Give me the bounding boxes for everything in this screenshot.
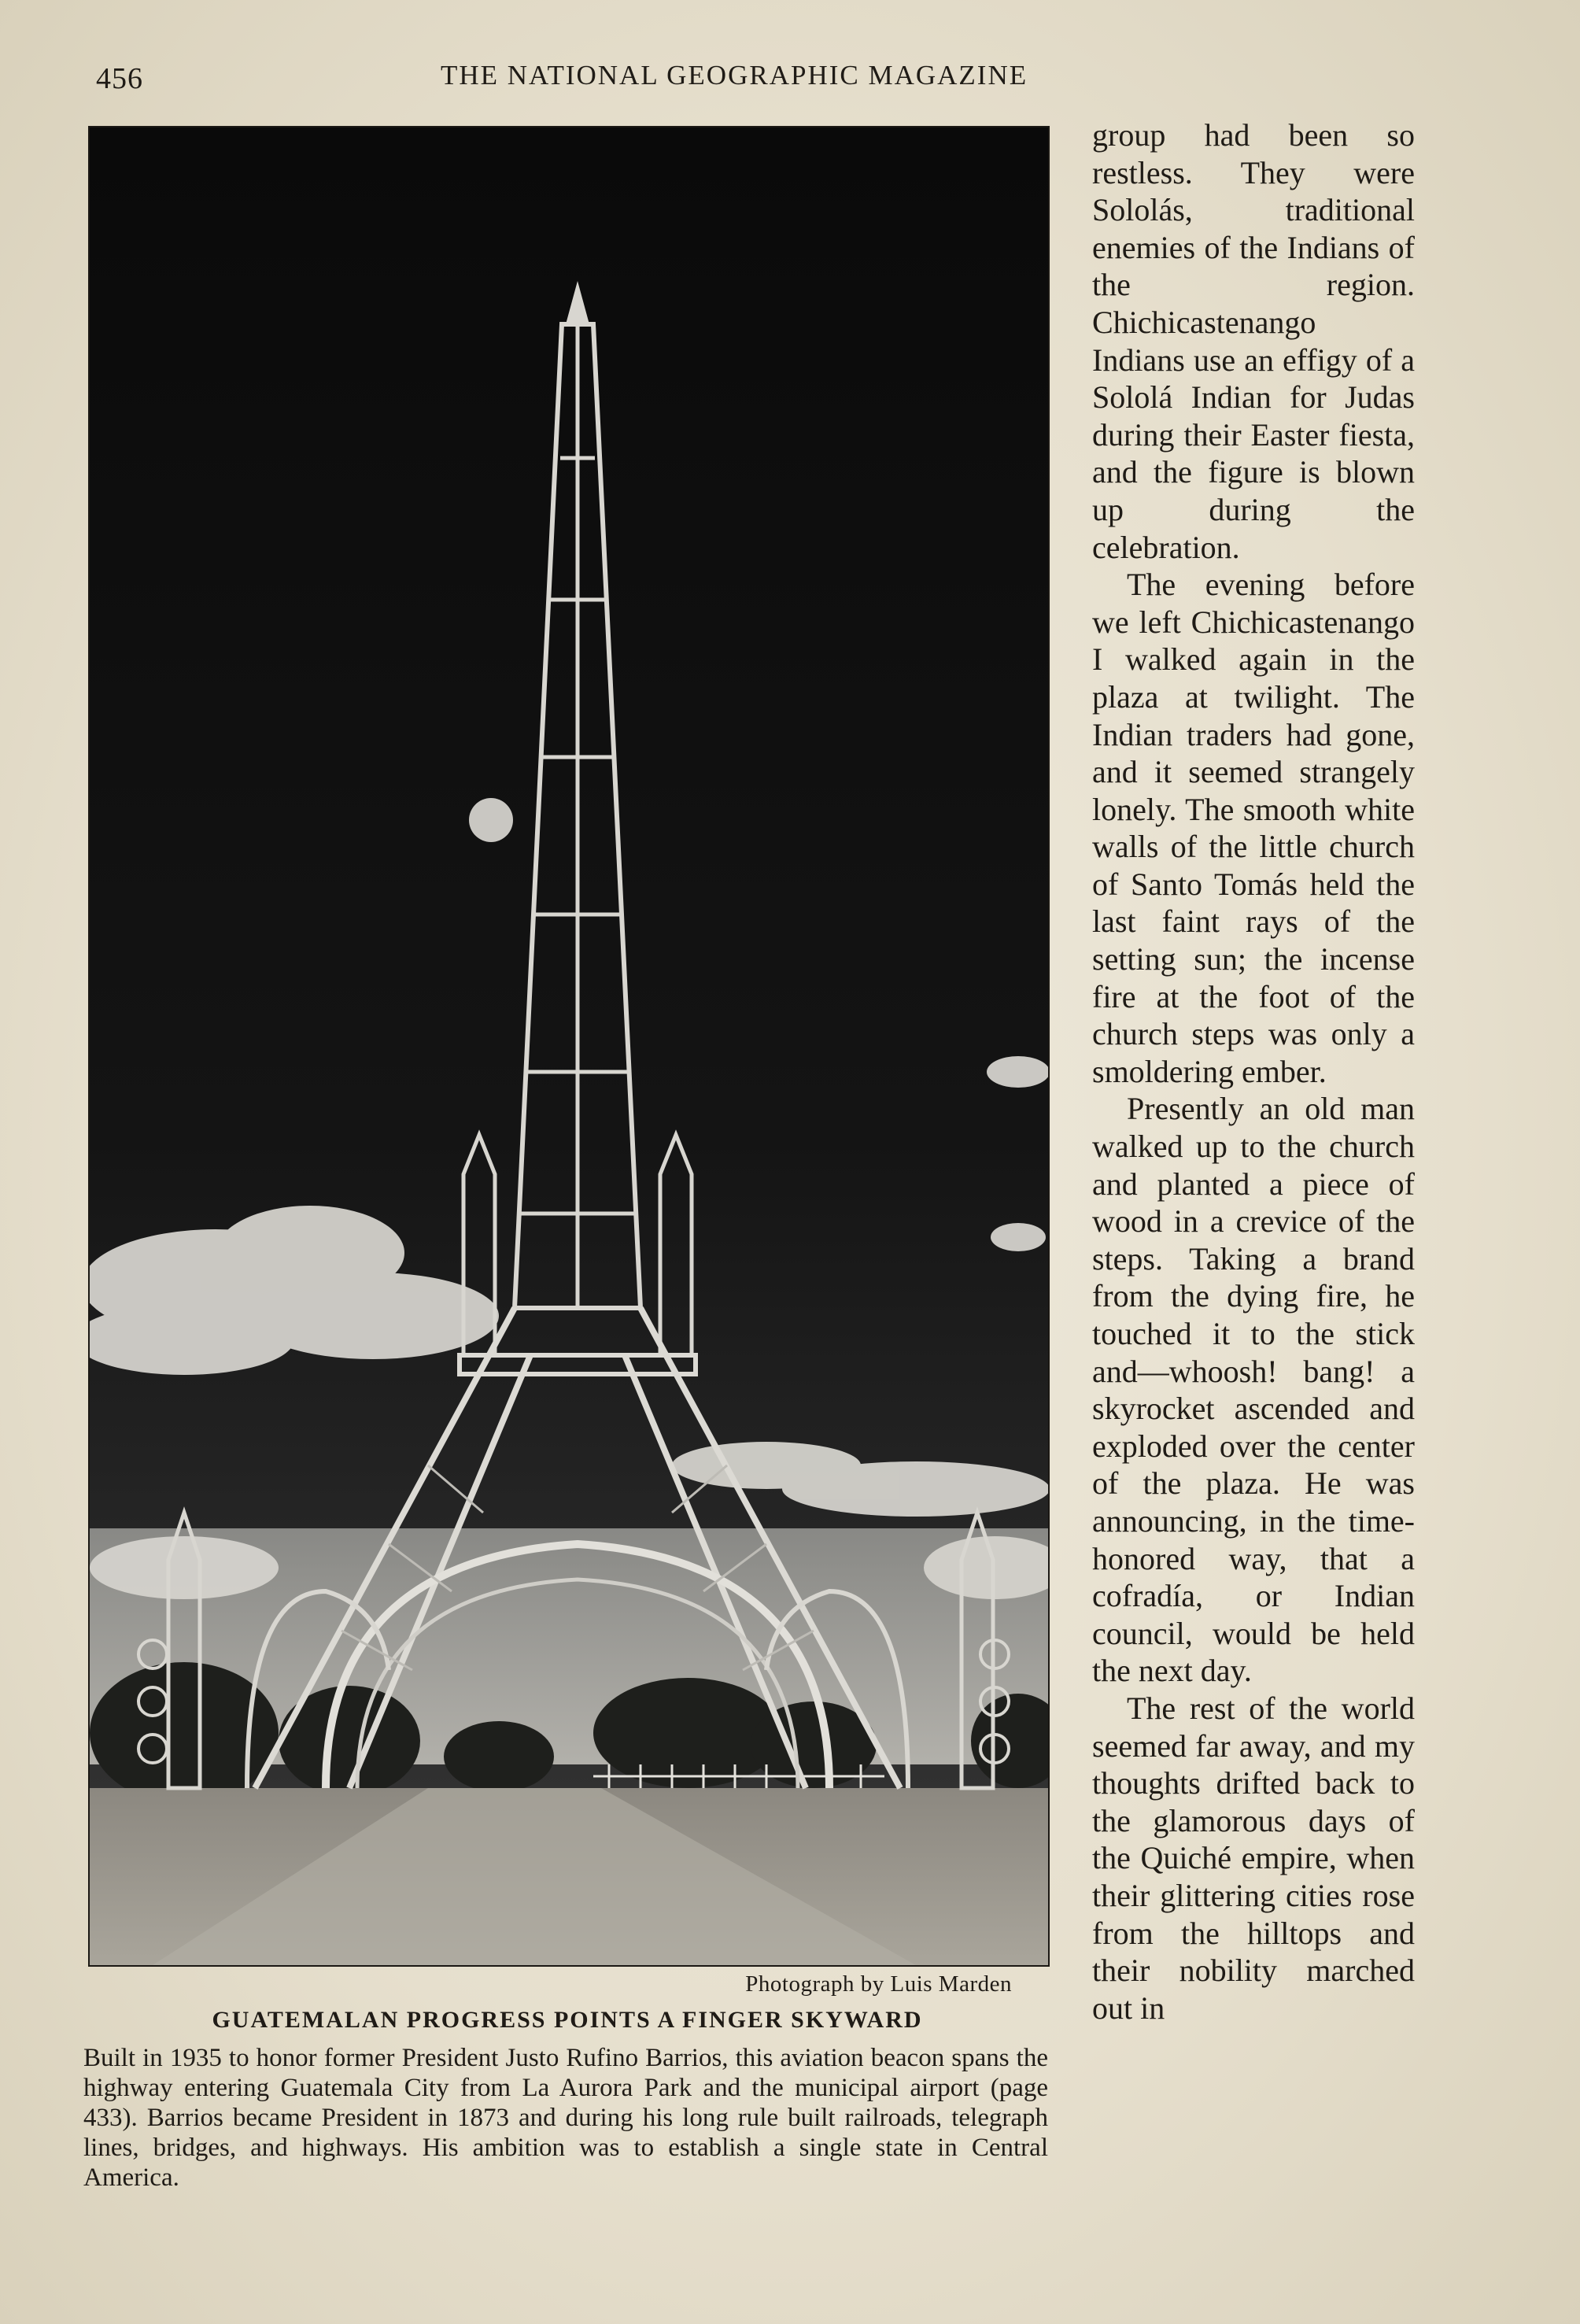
caption-title: GUATEMALAN PROGRESS POINTS A FINGER SKYWARD — [212, 2007, 923, 2033]
running-head: THE NATIONAL GEOGRAPHIC MAGAZINE — [441, 60, 1028, 91]
page-number: 456 — [96, 62, 143, 95]
beacon-tower-photograph — [88, 126, 1050, 1967]
caption-body: Built in 1935 to honor former President Justo Rufino Barrios, this aviation beacon spans the highway entering Guatemala City from La Aurora Park and the municipal airport (page 433). Barrios became President in 1873 and during his long rule built railroads, telegraph lines, bridges, and highways. His ambition was to establish a single state in Central America. — [83, 2044, 1048, 2192]
article-paragraph: Presently an old man walked up to the church and planted a piece of wood in a crevice of the steps. Taking a brand from the dying fire, he touched it to the stick and—whoosh! bang! a skyrocket ascended and exploded over the center of the plaza. He was announcing, in the time-honored way, that a cofradía, or Indian council, would be held the next day. — [1092, 1091, 1415, 1689]
article-paragraph: The evening before we left Chichicastenango I walked again in the plaza at twilight. The Indian traders had gone, and it seemed strangely lonely. The smooth white walls of the little church of Santo Tomás held the last faint rays of the setting sun; the incense fire at the foot of the church steps was only a smoldering ember. — [1092, 567, 1415, 1089]
photo-credit: Photograph by Luis Marden — [745, 1971, 1012, 1997]
article-column — [1092, 116, 1415, 2027]
tower-illustration — [90, 127, 1048, 1965]
article-paragraph: group had been so restless. They were Sololás, traditional enemies of the Indians of the region. Chichicastenango Indians use an effigy of a Sololá Indian for Judas during their Easter fiesta, and the figure is blown up during the celebration. — [1092, 117, 1415, 565]
article-paragraph: The rest of the world seemed far away, and my thoughts drifted back to the glamorous days of the Quiché empire, when their glittering cities rose from the hilltops and their nobility marched out in — [1092, 1690, 1415, 2026]
